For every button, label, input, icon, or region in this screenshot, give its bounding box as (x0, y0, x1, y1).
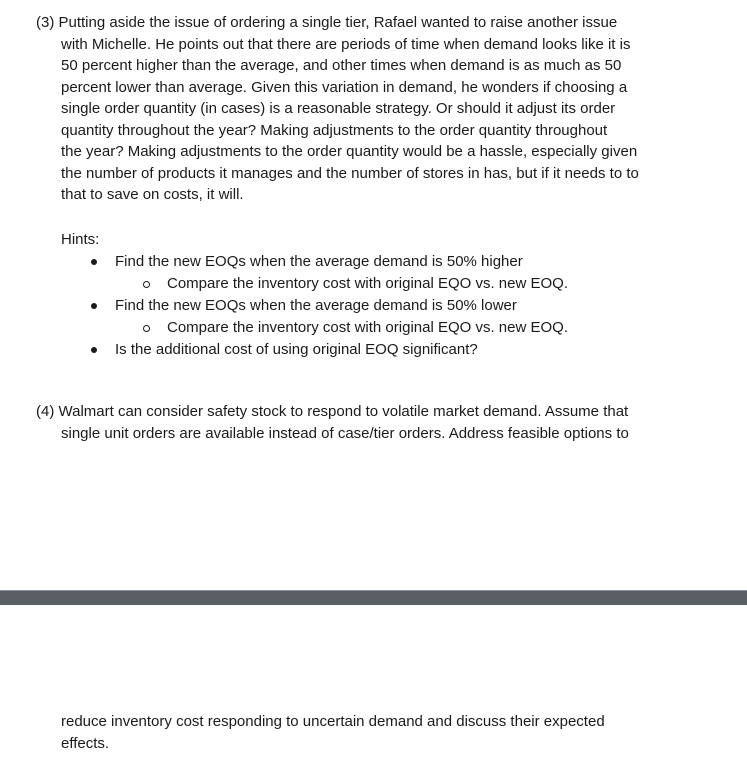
question-4-line: (4) Walmart can consider safety stock to respond to volatile market demand. Assume that (36, 403, 629, 420)
question-3-line: percent lower than average. Given this variation in demand, he wonders if choosing a (61, 78, 628, 96)
hint-text: Is the additional cost of using original EOQ significant? (115, 341, 478, 358)
question-4-line: single unit orders are available instead of case/tier orders. Address feasible options to (61, 424, 629, 442)
hint-text: Find the new EOQs when the average demand is 50% higher (115, 253, 523, 270)
page-separator (0, 590, 747, 606)
hint-text: Compare the inventory cost with original EQO vs. new EOQ. (167, 319, 568, 336)
hint-item (61, 251, 741, 273)
bullet-circle-icon (143, 325, 150, 332)
question-3-line: (3) Putting aside the issue of ordering a single tier, Rafael wanted to raise another issue (36, 14, 618, 31)
question-3-line: quantity throughout the year? Making adjustments to the order quantity throughout (61, 121, 608, 139)
question-4-continuation (61, 711, 741, 754)
question-3-line: with Michelle. He points out that there are periods of time when demand looks like it is (61, 35, 631, 53)
question-4-line: reduce inventory cost responding to uncertain demand and discuss their expected (61, 713, 605, 730)
question-4 (36, 401, 716, 444)
hint-item (61, 295, 741, 317)
bullet-dot-icon (91, 303, 97, 309)
question-3-line: the number of products it manages and the number of stores in has, but if it needs to to (61, 164, 639, 182)
hint-subitem (61, 317, 741, 339)
hint-text: Find the new EOQs when the average demand is 50% lower (115, 297, 517, 314)
question-3-line: the year? Making adjustments to the order quantity would be a hassle, especially given (61, 143, 638, 160)
question-3 (36, 12, 716, 206)
hint-text: Compare the inventory cost with original EQO vs. new EOQ. (167, 275, 568, 292)
hint-item (61, 339, 741, 361)
hint-subitem (61, 273, 741, 295)
hints-section (61, 229, 741, 361)
bullet-dot-icon (91, 347, 97, 353)
question-3-line: 50 percent higher than the average, and other times when demand is as much as 50 (61, 57, 622, 74)
bullet-circle-icon (143, 281, 150, 288)
question-4-line: effects. (61, 734, 110, 752)
bullet-dot-icon (91, 259, 97, 265)
question-3-line: single order quantity (in cases) is a reasonable strategy. Or should it adjust its order (61, 100, 616, 117)
question-3-line: that to save on costs, it will. (61, 186, 244, 203)
hints-heading: Hints: (61, 231, 100, 248)
